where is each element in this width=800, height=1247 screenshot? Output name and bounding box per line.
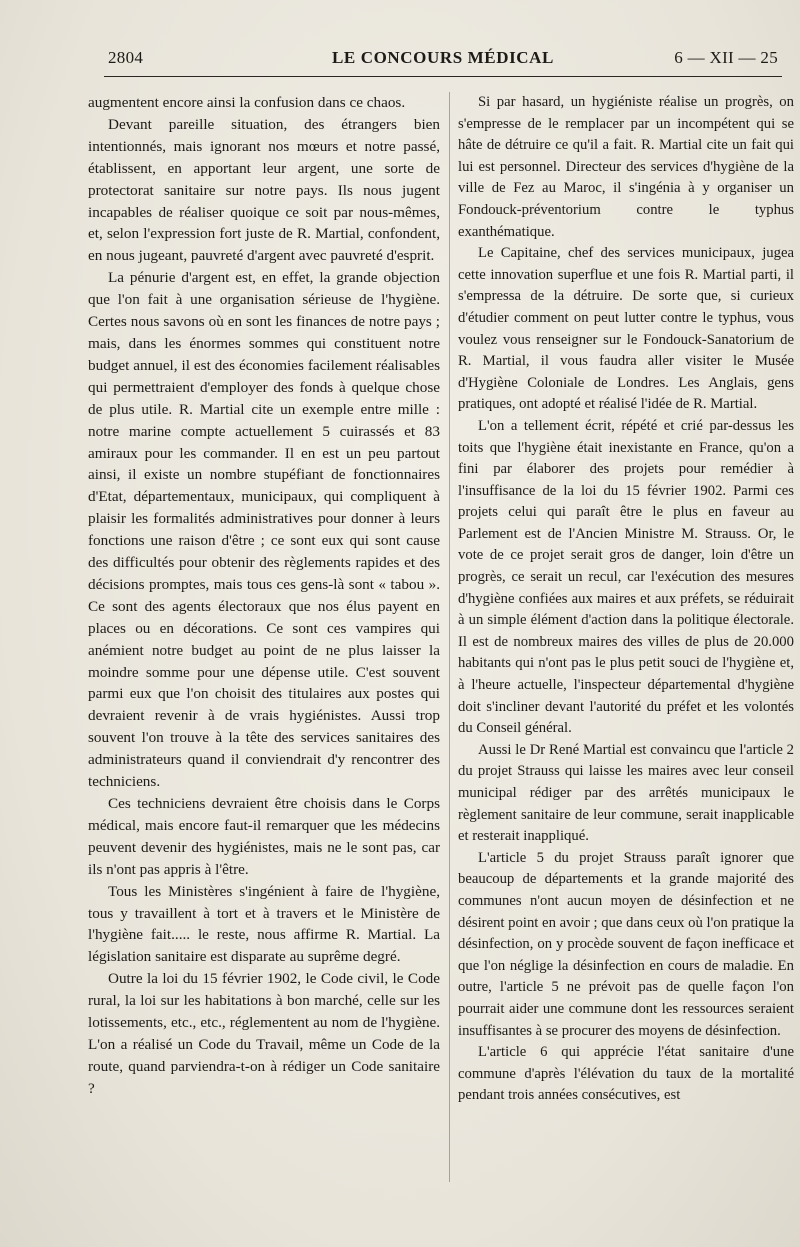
paragraph: L'on a tellement écrit, répété et crié par-dessus les toits que l'hygiène était inexistante en France, qu'on a fini par élaborer des projets pour remédier à l'insuffisance de la loi du 15 février 1902. Parmi ces projets celui qui paraît être le plus en faveur au Parlement est de l'Ancien Ministre M. Strauss. Or, le vote de ce projet serait gros de danger, loin d'être un progrès, ce serait un recul, car l'exécution des mesures d'hygiène confiées aux maires et aux préfets, se réduirait à un simple élément d'action dans la politique électorale. Il est de nombreux maires des villes de plus de 20.000 habitants qui n'ont pas le plus petit souci de l'hygiène et, à l'heure actuelle, l'inspecteur départemental d'hygiène doit s'incliner devant l'autorité du préfet et les volontés du Conseil général. [458,417,794,737]
paragraph: Outre la loi du 15 février 1902, le Code civil, le Code rural, la loi sur les habitations à bon marché, celle sur les lotissements, etc., etc., réglementent au nom de l'hygiène. L'on a réalisé un Code du Travail, même un Code de la route, quand parviendra-t-on à rédiger un Code sanitaire ? [88,970,440,1097]
paragraph: Si par hasard, un hygiéniste réalise un progrès, on s'empresse de le remplacer par un incompétent qui se hâte de détruire ce qu'il a fait. R. Martial cite un fait qui lui est personnel. Directeur des services d'hygiène de la ville de Fez au Maroc, il s'ingénia à y organiser un Fondouck-préventorium contre le typhus exanthématique. [458,94,794,240]
issue-date: 6 — XII — 25 [674,48,778,67]
paragraph: Tous les Ministères s'ingénient à faire de l'hygiène, tous y travaillent à tort et à travers et le Ministère de l'hygiène fait..... le reste, nous affirme R. Martial. La législation sanitaire est disparate au suprême degré. [88,882,440,966]
left-column [88,92,440,1100]
paragraph: L'article 6 qui apprécie l'état sanitaire d'une commune d'après l'élévation du taux de la mortalité pendant trois années consécutives, est [458,1044,794,1104]
page-number: 2804 [108,48,144,67]
page-header [108,48,778,74]
paragraph: Devant pareille situation, des étrangers bien intentionnés, mais ignorant nos mœurs et notre passé, établissent, en apportant leur argent, une sorte de protectorat sanitaire sur notre pays. Ils nous jugent incapables de réaliser quoique ce soit par nous-mêmes, et, selon l'expression fort juste de R. Martial, confondent, en nous jugeant, pauvreté d'argent avec pauvreté d'esprit. [88,115,440,265]
header-rule [104,76,782,77]
paragraph: La pénurie d'argent est, en effet, la grande objection que l'on fait à une organisation sérieuse de l'hygiène. Certes nous savons où en sont les finances de notre pays ; mais, dans les énormes sommes qui constituent notre budget annuel, il est des économies facilement réalisables qui permettraient d'employer des fonds à quelque chose de plus utile. R. Martial cite un exemple entre mille : notre marine compte actuellement 5 cuirassés et 83 amiraux pour les commander. Il en est un peu partout ainsi, il existe un nombre stupéfiant de fonctionnaires d'Etat, départementaux, municipaux, qui compliquent à plaisir les formalités administratives pour donner à leurs fonctions une raison d'être ; ce sont eux qui sont cause des difficultés pour obtenir des règlements rapides et des décisions promptes, mais tous ces gens-là sont « tabou ». Ce sont des agents électoraux que nos élus payent en places ou en décorations. Ce sont ces vampires qui anémient notre budget au point de ne plus laisser la moindre somme pour une dépense utile. C'est souvent parmi eux que l'on choisit des titulaires aux postes qui devraient revenir à de vrais hygiénistes. Aussi trop souvent l'on trouve à la tête des services sanitaires des administrateurs quand il conviendrait d'y rencontrer des techniciens. [88,269,440,791]
paragraph: Aussi le Dr René Martial est convaincu que l'article 2 du projet Strauss qui laisse les maires avec leur conseil municipal rédiger par des arrêtés municipaux le règlement sanitaire de leur commune, serait inapplicable et resterait inappliqué. [458,741,794,845]
paragraph: L'article 5 du projet Strauss paraît ignorer que beaucoup de départements et la grande majorité des communes n'ont aucun moyen de désinfection et ne désirent point en avoir ; que dans ceux où l'on pratique la désinfection, on y procède souvent de façon inefficace et que l'on néglige la désinfection en cours de maladie. En outre, l'article 5 ne prévoit pas de quelle façon l'on pourrait aider une commune dont les ressources seraient insuffisantes à se procurer des moyens de désinfection. [458,849,794,1039]
paragraph: augmentent encore ainsi la confusion dans ce chaos. [88,94,406,111]
journal-title: LE CONCOURS MÉDICAL [331,48,555,67]
paragraph: Ces techniciens devraient être choisis dans le Corps médical, mais encore faut-il remarquer que les médecins peuvent devenir des hygiénistes, mais ne le sont pas, car ils n'ont pas appris à l'être. [88,795,440,878]
paragraph: Le Capitaine, chef des services municipaux, jugea cette innovation superflue et une fois R. Martial parti, il s'empressa de la détruire. De sorte que, si curieux d'étudier comment on peut lutter contre le typhus, vous voulez vous renseigner sur le Fondouck-Sanatorium de R. Martial, il vous faudra aller visiter le Musée d'Hygiène Coloniale de Londres. Les Anglais, gens pratiques, ont adopté et réalisé l'idée de R. Martial. [458,245,794,413]
right-column [458,92,794,1107]
column-divider [449,92,450,1182]
